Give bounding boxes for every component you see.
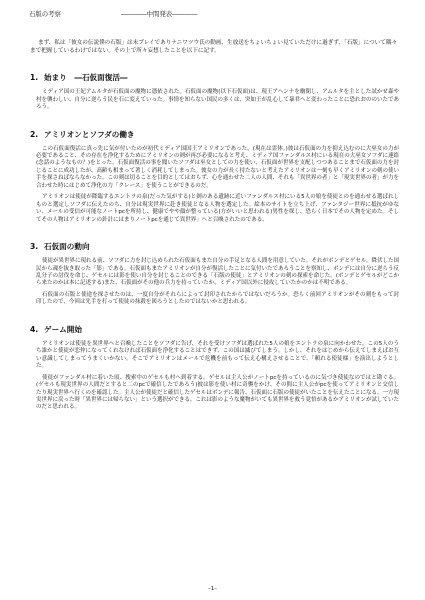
document-title: 石版の考察 xyxy=(29,10,61,18)
section-paragraph: アミリオンは使徒が降臨するエントラの泉(だった気がする)と剣のある遺跡に近いファンダルス村にいる5人の娘を使徒とのを通わせる選ばれしものと選定しソフダに伝えたのち、自分は現実世界に赴き使徒となる人物を選定した。絵本のサイトを立ち上げ、ファンタジー世界に抵抗がゆない、メールの受信が可能なノートpcを所持し、健康でやや顔が整っている(方がいいと思われる)男性を探し、恐らく日本でその人物を定めた。そしてその人物はアミリオンの針計にはまりノートpcを通じて異世界」へと召喚されたのである。 xyxy=(36,194,399,223)
section-title: 始まり ―石仮面復活― xyxy=(44,73,128,83)
page-number: –1– xyxy=(208,586,217,592)
section-paragraph: 使徒が異世界に現れる前、ソフダに力を封じ込められた石仮面もまた自分の手足となる人間を用意していた。それがボンデとゲセル。降伏した国民から魂を抜き取った「影」である。石仮面もまたアミリオンが自分が復活したことに気付いたであろうことを察知し、ボンデには自分に逆らう反乱分子の討伐を命じ、ゲセルには影を使い自分を封じることのできる「石版の使徒」とアミリオンの剣の探索を命じた。(ボンデとゲセルがどこから来たのかは本に記述する)また、石仮面がその他の兵力を持っていたか、ミディア国以外に侵攻していたかのかは不明である。 xyxy=(36,258,399,287)
section-game-start xyxy=(26,325,399,412)
section-number: 1. xyxy=(30,73,39,83)
section-title: 石仮面の動向 xyxy=(44,242,90,252)
intro-paragraph: まず、私は「彼女の伝説僕の石版」は未プレイでありナニワツウ氏の動画、生放送をちょいちょい見ていただけに過ぎず、「石版」について隅々まで把握しているわけではない。その上で所々妄想したことを以下に記す。 xyxy=(30,40,398,54)
section-heading xyxy=(30,325,399,335)
section-paragraph: この石仮面復活に真っ先に気が付いたのが初代ミディア国国王アミリオンであった。(現在は霊体。)彼は石仮面の力を抑え込むのに大巫女の力が必要であること、その存在を浄化するためにアミリオンの剣が再び必要になると考え、ミディア国ファンダルス村にいる現在の大巫女ソフダに連絡(念話のようなもの？)をとった。石仮面復活の事を聞いたソフダは巫女としての力を使い、石仮面が世界を支配しつつあることまで石仮面の力を封じることに成功したが、高齢も相まって著しく消耗してしまった。彼女の力が長く持たないと考えたアミリオンは一刻も早くアミリオンの剣の使い手を探さねばならなかった。この剣は切ることを目的としてはおらず、心を通わせた二人の人間、それも「異世界の者」と「現実世界の者」が力を合わせた時にはじめて浄化の力「クレース」を使うことができるのだ。 xyxy=(36,145,399,189)
section-paragraph: ミディア国の王妃アムルタが石仮面の魔物に憑依された。石仮面の魔物(以下石仮面)は、現王アヘンナを幽閉し、アムルタを主とした試かせ森や村を襲わしい、自分に逆らう民を石に変えていった。事情を知らない国民の多くは、突如王が乱心して暴君へと変わったことに恐れおののいたであろう。 xyxy=(36,89,399,111)
section-heading xyxy=(30,130,399,140)
document-subtitle: ――――中間発表―――― xyxy=(121,10,198,18)
section-number: 4. xyxy=(30,324,39,334)
section-title: ゲーム開始 xyxy=(44,324,82,334)
section-amirion-sofda xyxy=(26,130,399,225)
section-paragraph: 使徒がファンダル村に着いた頃、捜索中のゲセルも村へ到着する。ゲセルは主人公がノートpcを持っているのに気づき使徒なのではと勘ぐる。(ゲセルも現実世界の人間だとすると二のpcで確信したであろう)彼は影を使い村に奇襲をかけ、その間に主人公がpcを使ってアミリオンと交信したり現実世界へ行くのを確認した。主人公が使徒だと確信したゲセルはボンデに報告、石仮面に石版の使徒がいたことを伝えたことになる。一方現実世界に戻った時「異世界には帰らない」という選択ができる。これは影のような魔物がいても異世界を救う覚悟があるかアミリオンが試していたのだと思われる。 xyxy=(36,374,399,411)
document-header xyxy=(26,10,399,20)
section-heading xyxy=(30,242,399,252)
section-number: 3. xyxy=(30,242,39,252)
section-number: 2. xyxy=(30,129,39,139)
section-heading xyxy=(30,73,399,83)
section-paragraph: アミリオンは使徒を異世界へと召喚したことをソフダに告げ、それを受けソフダは選ばれた5人の娘をエントラの泉に向かわせた。この5人のうち誰かと使徒が恋仲になってくれなければ石仮面を浄化することはできず、この国は滅びてしまう。しかし、それをはじめから伝えてしまえばお互い意識してしまってうまくいかない。そこでアミリオンはメールで危機を前もって伝え心構えさせることで、「頼れる使徒様」を演出しようとした。 xyxy=(36,340,399,370)
section-title: アミリオンとソフダの働き xyxy=(44,129,135,139)
section-beginning xyxy=(26,73,399,111)
section-paragraph: 石仮面の石版と使途を探させたのは、一度自分がそれらによって封印されたからではないだろうか。恐らく前回アミリオンがその剣をもって封印したので、今回は先手を打って使徒の抹殺を図ろうとしたのではないかと思われる。 xyxy=(36,291,399,306)
section-stone-mask xyxy=(26,242,399,307)
